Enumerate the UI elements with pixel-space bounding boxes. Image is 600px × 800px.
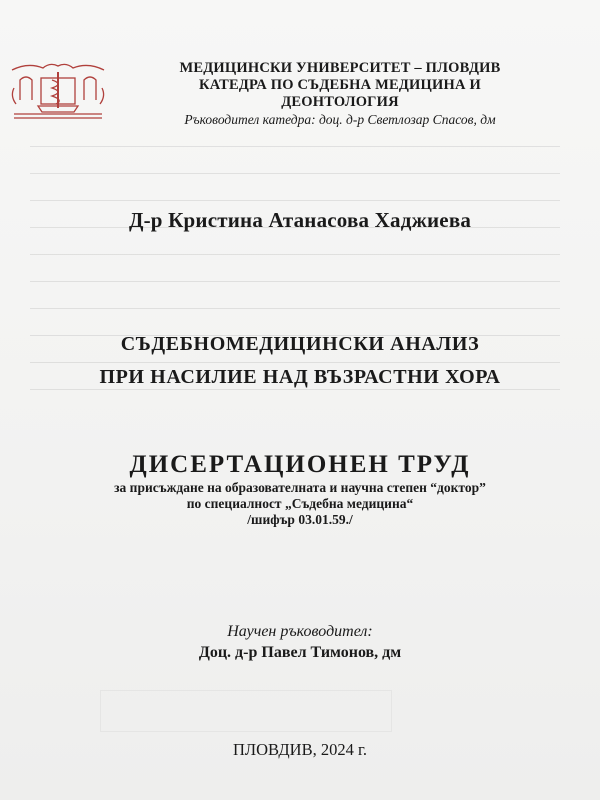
code-line: /шифър 03.01.59./ [247, 512, 353, 527]
dissertation-block [0, 450, 600, 528]
degree-line: за присъждане на образователната и научна степен “доктор” [114, 480, 486, 495]
university-logo [8, 60, 108, 122]
thesis-title-line1: СЪДЕБНОМЕДИЦИНСКИ АНАЛИЗ [120, 333, 480, 355]
supervisor-block [0, 622, 600, 664]
department-name-line2: ДЕОНТОЛОГИЯ [281, 94, 399, 110]
department-name-line1: КАТЕДРА ПО СЪДЕБНА МЕДИЦИНА И [199, 77, 481, 93]
thesis-title-line2: ПРИ НАСИЛИЕ НАД ВЪЗРАСТНИ ХОРА [99, 366, 501, 388]
supervisor-label: Научен ръководител: [227, 623, 373, 640]
university-name: МЕДИЦИНСКИ УНИВЕРСИТЕТ – ПЛОВДИВ [179, 60, 501, 76]
author-name: Д-р Кристина Атанасова Хаджиева [128, 208, 472, 232]
faint-stamp [100, 690, 392, 732]
specialty-line: по специалност „Съдебна медицина“ [186, 496, 414, 511]
header-block [120, 60, 560, 128]
dissertation-heading: ДИСЕРТАЦИОНЕН ТРУД [129, 451, 471, 478]
supervisor-name: Доц. д-р Павел Тимонов, дм [198, 644, 402, 661]
department-head: Ръководител катедра: доц. д-р Светлозар Спасов, дм [184, 112, 496, 127]
thesis-title [0, 328, 600, 394]
place-year: ПЛОВДИВ, 2024 г. [233, 740, 367, 759]
